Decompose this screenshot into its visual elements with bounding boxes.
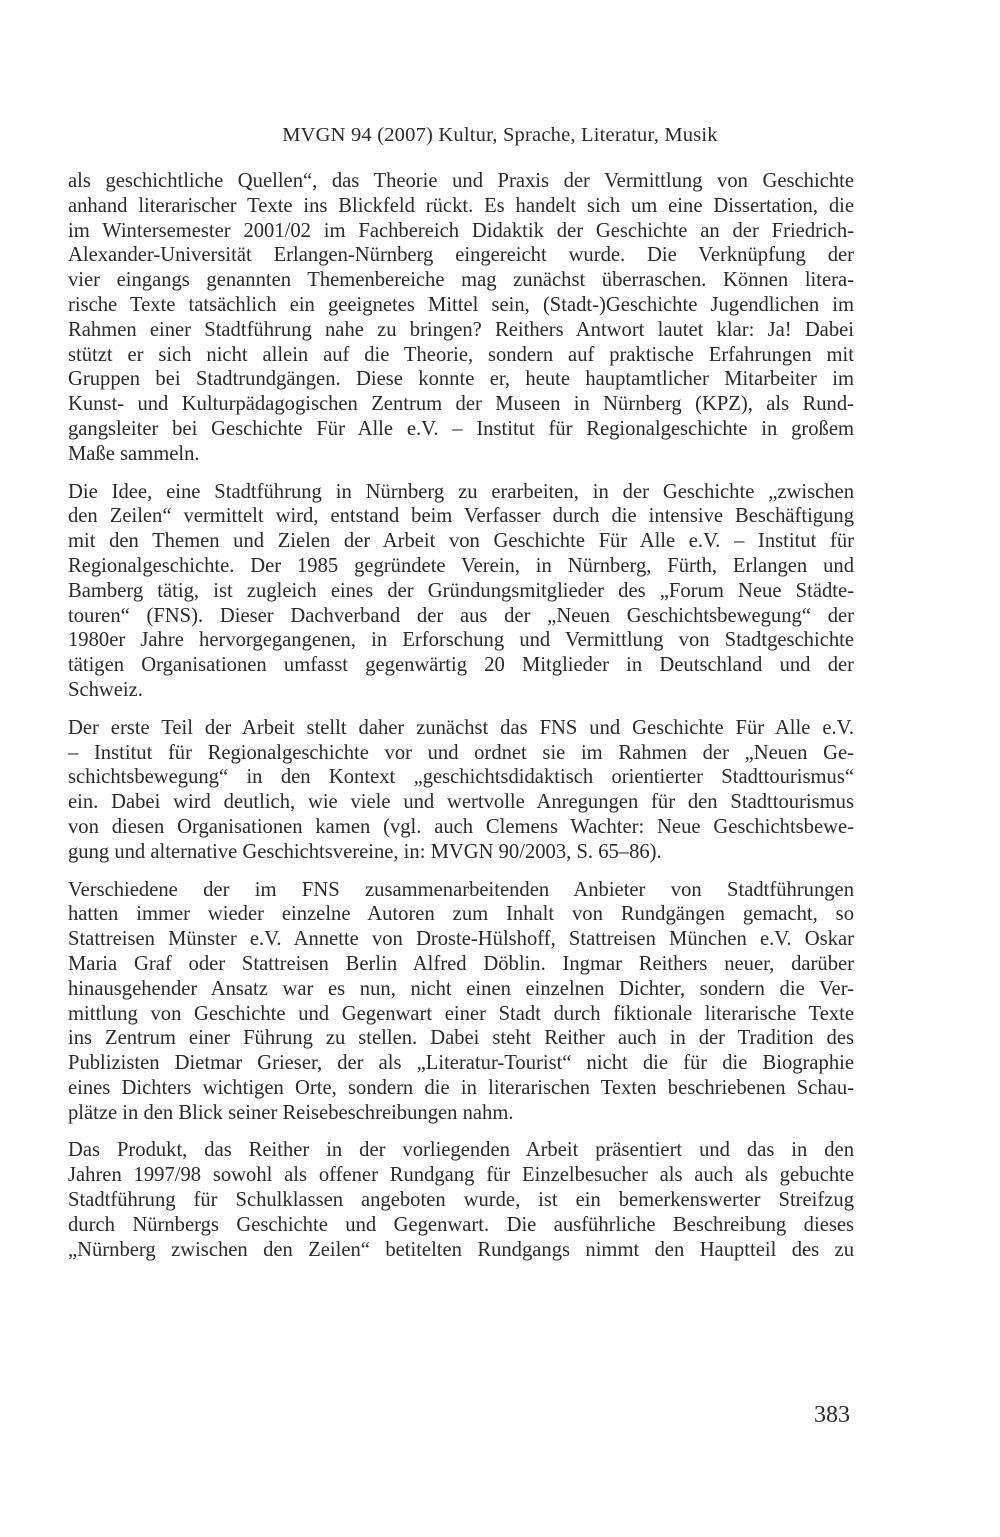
body-text (68, 169, 854, 1262)
paragraph (68, 878, 854, 1126)
paragraph (68, 169, 854, 467)
text-line: plätze in den Blick seiner Reisebeschreibungen nahm. (68, 1101, 514, 1124)
paragraph (68, 1138, 854, 1262)
text-line: im Wintersemester 2001/02 im Fachbereich Didaktik der Geschichte an der Friedrich- (68, 219, 854, 242)
text-line: Das Produkt, das Reither in der vorliegenden Arbeit präsentiert und das in den (68, 1139, 854, 1162)
text-line: Bamberg tätig, ist zugleich eines der Gründungsmitglieder des „Forum Neue Städte- (68, 579, 854, 602)
text-line: „Nürnberg zwischen den Zeilen“ betitelten Rundgangs nimmt den Hauptteil des zu (68, 1238, 854, 1261)
text-line: Alexander-Universität Erlangen-Nürnberg eingereicht wurde. Die Verknüpfung der (68, 244, 854, 267)
text-line: durch Nürnbergs Geschichte und Gegenwart. Die ausführliche Beschreibung dieses (68, 1213, 854, 1236)
text-line: Der erste Teil der Arbeit stellt daher zunächst das FNS und Geschichte Für Alle e.V. (68, 716, 854, 739)
paragraph (68, 480, 854, 703)
text-line: 1980er Jahre hervorgegangenen, in Erforschung und Vermittlung von Stadtgeschichte (68, 629, 854, 652)
text-line: Publizisten Dietmar Grieser, der als „Literatur-Tourist“ nicht die für die Biographie (68, 1052, 854, 1075)
text-line: eines Dichters wichtigen Orte, sondern die in literarischen Texten beschriebenen Schau- (68, 1076, 854, 1099)
text-line: mit den Themen und Zielen der Arbeit von Geschichte Für Alle e.V. – Institut für (68, 530, 854, 553)
text-line: Schweiz. (68, 678, 143, 701)
text-line: gangsleiter bei Geschichte Für Alle e.V. – Institut für Regionalgeschichte in großem (68, 417, 854, 440)
text-line: Kunst- und Kulturpädagogischen Zentrum der Museen in Nürnberg (KPZ), als Rund- (68, 393, 854, 416)
text-line: ein. Dabei wird deutlich, wie viele und wertvolle Anregungen für den Stadttourismus (68, 791, 854, 814)
text-line: Maria Graf oder Stattreisen Berlin Alfred Döblin. Ingmar Reithers neuer, darüber (68, 952, 854, 975)
text-line: hatten immer wieder einzelne Autoren zum Inhalt von Rundgängen gemacht, so (68, 903, 854, 926)
text-line: mittlung von Geschichte und Gegenwart einer Stadt durch fiktionale literarische Texte (68, 1002, 854, 1025)
text-line: schichtsbewegung“ in den Kontext „geschichtsdidaktisch orientierter Stadttourismus“ (68, 766, 854, 789)
text-line: Jahren 1997/98 sowohl als offener Rundgang für Einzelbesucher als auch als gebuchte (68, 1164, 854, 1187)
text-line: anhand literarischer Texte ins Blickfeld rückt. Es handelt sich um eine Dissertation, die (68, 194, 854, 217)
text-line: Stattreisen Münster e.V. Annette von Droste-Hülshoff, Stattreisen München e.V. Oskar (68, 928, 854, 951)
text-line: vier eingangs genannten Themenbereiche mag zunächst überraschen. Können litera- (68, 269, 854, 292)
text-line: – Institut für Regionalgeschichte vor und ordnet sie im Rahmen der „Neuen Ge- (68, 741, 854, 764)
page-number: 383 (814, 1402, 850, 1428)
text-line: als geschichtliche Quellen“, das Theorie und Praxis der Vermittlung von Geschichte (68, 170, 854, 192)
text-line: Verschiedene der im FNS zusammenarbeitenden Anbieter von Stadtführungen (68, 878, 854, 901)
text-line: Rahmen einer Stadtführung nahe zu bringen? Reithers Antwort lautet klar: Ja! Dabei (68, 318, 854, 341)
text-line: Regionalgeschichte. Der 1985 gegründete Verein, in Nürnberg, Fürth, Erlangen und (68, 554, 854, 577)
text-line: tätigen Organisationen umfasst gegenwärtig 20 Mitglieder in Deutschland und der (68, 654, 854, 677)
text-line: rische Texte tatsächlich ein geeignetes Mittel sein, (Stadt-)Geschichte Jugendlichen im (68, 293, 854, 316)
running-head: MVGN 94 (2007) Kultur, Sprache, Literatur, Musik (282, 124, 718, 146)
text-line: Gruppen bei Stadtrundgängen. Diese konnte er, heute hauptamtlicher Mitarbeiter im (68, 368, 854, 391)
text-line: von diesen Organisationen kamen (vgl. auch Clemens Wachter: Neue Geschichtsbewe- (68, 815, 854, 838)
text-line: Die Idee, eine Stadtführung in Nürnberg zu erarbeiten, in der Geschichte „zwischen (68, 480, 854, 503)
paragraph (68, 716, 854, 865)
text-line: den Zeilen“ vermittelt wird, entstand beim Verfasser durch die intensive Beschäftigung (68, 505, 854, 528)
text-line: stützt er sich nicht allein auf die Theorie, sondern auf praktische Erfahrungen mit (68, 343, 854, 366)
text-line: Stadtführung für Schulklassen angeboten wurde, ist ein bemerkenswerter Streifzug (68, 1189, 854, 1212)
text-line: ins Zentrum einer Führung zu stellen. Dabei steht Reither auch in der Tradition des (68, 1027, 854, 1050)
text-line: touren“ (FNS). Dieser Dachverband der aus der „Neuen Geschichtsbewegung“ der (68, 604, 854, 627)
text-line: Maße sammeln. (68, 442, 200, 465)
text-line: hinausgehender Ansatz war es nun, nicht einen einzelnen Dichter, sondern die Ver- (68, 977, 854, 1000)
text-line: gung und alternative Geschichtsvereine, in: MVGN 90/2003, S. 65–86). (68, 840, 662, 863)
